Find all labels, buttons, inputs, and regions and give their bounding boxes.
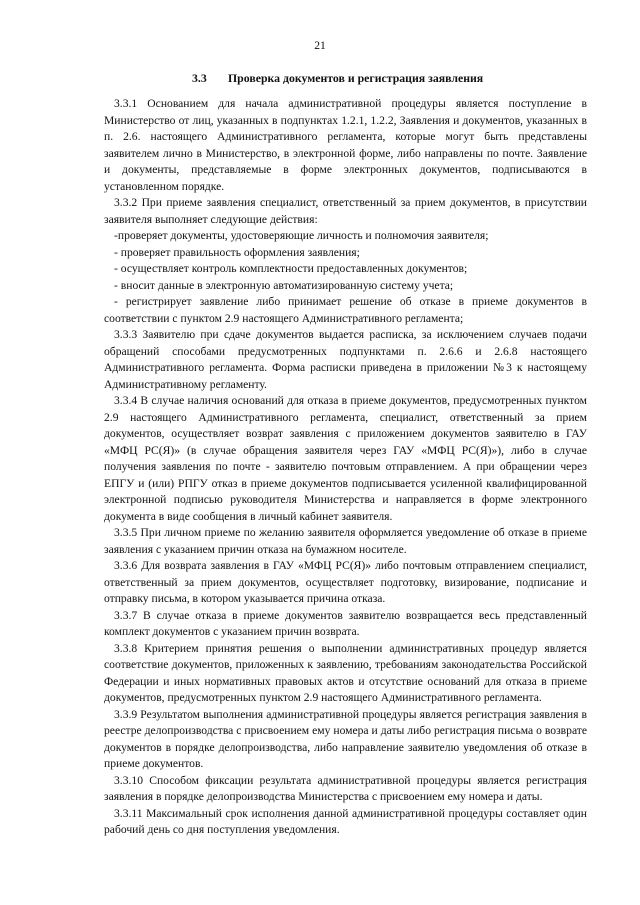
paragraph-3-3-8: 3.3.8 Критерием принятия решения о выполнении административных процедур является соответствие документов, приложенных к заявлению, требованиям законодательства Российской Федерации и иных нормативных правовых актов и отсутствие оснований для отказа в приеме документов, предусмотренных пунктом 2.9 настоящего Административного регламента. (104, 641, 587, 704)
page-number: 21 (314, 39, 326, 52)
document-body (104, 96, 587, 839)
list-item: - вносит данные в электронную автоматизированную систему учета; (114, 278, 454, 292)
section-title: Проверка документов и регистрация заявления (228, 71, 484, 85)
paragraph-3-3-11: 3.3.11 Максимальный срок исполнения данной административной процедуры составляет один рабочий день со дня поступления уведомления. (104, 806, 587, 836)
list-item: -проверяет документы, удостоверяющие личность и полномочия заявителя; (114, 229, 489, 242)
paragraph-3-3-1: 3.3.1 Основанием для начала административной процедуры является поступление в Министерство от лиц, указанных в подпунктах 1.2.1, 1.2.2, Заявления и документов, указанных в п. 2.6. настоящего Административного регламента, которые могут быть представлены заявителем лично в Министерство, в электронной форме, либо направлены по почте. Заявление и документы, представляемые в форме электронных документов, подписываются в установленном порядке. (104, 97, 587, 193)
section-number: 3.3 (192, 71, 207, 85)
paragraph-3-3-2: 3.3.2 При приеме заявления специалист, ответственный за прием документов, в присутствии заявителя выполняет следующие действия: (104, 196, 587, 226)
paragraph-3-3-4: 3.3.4 В случае наличия оснований для отказа в приеме документов, предусмотренных пунктом 2.9 настоящего Административного регламента, специалист, ответственный за прием документов, осуществляет возврат заявления с приложением документов заявителю в ГАУ «МФЦ РС(Я)» (в случае обращения заявителя через ГАУ «МФЦ РС(Я)»), либо в случае получения заявления по почте - заявителю почтовым отправлением. А при обращении через ЕПГУ и (или) РПГУ отказ в приеме документов подписывается усиленной квалифицированной электронной подписью руководителя Министерства и направляется в форме электронного документа в виде сообщения в личный кабинет заявителя. (104, 394, 587, 523)
paragraph-3-3-10: 3.3.10 Способом фиксации результата административной процедуры является регистрация заявления в порядке делопроизводства Министерства с присвоением ему номера и даты. (104, 773, 587, 803)
paragraph-3-3-3: 3.3.3 Заявителю при сдаче документов выдается расписка, за исключением случаев подачи обращений способами предусмотренных подпунктами п. 2.6.6 и 2.6.8 настоящего Административного регламента. Форма расписки приведена в приложении №3 к настоящему Административному регламенту. (104, 328, 587, 391)
list-item: - проверяет правильность оформления заявления; (114, 245, 360, 259)
list-item: - регистрирует заявление либо принимает решение об отказе в приеме документов в соответствии с пунктом 2.9 настоящего Административного регламента; (104, 295, 587, 325)
paragraph-3-3-6: 3.3.6 Для возврата заявления в ГАУ «МФЦ РС(Я)» либо почтовым отправлением специалист, ответственный за прием документов, осуществляет подготовку, визирование, подписание и отправку письма, в котором указывается причина отказа. (104, 559, 587, 605)
section-heading (192, 70, 483, 87)
list-item: - осуществляет контроль комплектности предоставленных документов; (114, 262, 468, 275)
paragraph-3-3-9: 3.3.9 Результатом выполнения административной процедуры является регистрация заявления в реестре делопроизводства с присвоением ему номера и даты либо регистрация письма о возврате документов в порядке делопроизводства, либо направление заявителю уведомления об отказе в приеме документов. (104, 707, 587, 770)
paragraph-3-3-5: 3.3.5 При личном приеме по желанию заявителя оформляется уведомление об отказе в приеме заявления с указанием причин отказа на бумажном носителе. (104, 526, 587, 556)
paragraph-3-3-7: 3.3.7 В случае отказа в приеме документов заявителю возвращается весь представленный комплект документов с указанием причин возврата. (104, 608, 587, 638)
